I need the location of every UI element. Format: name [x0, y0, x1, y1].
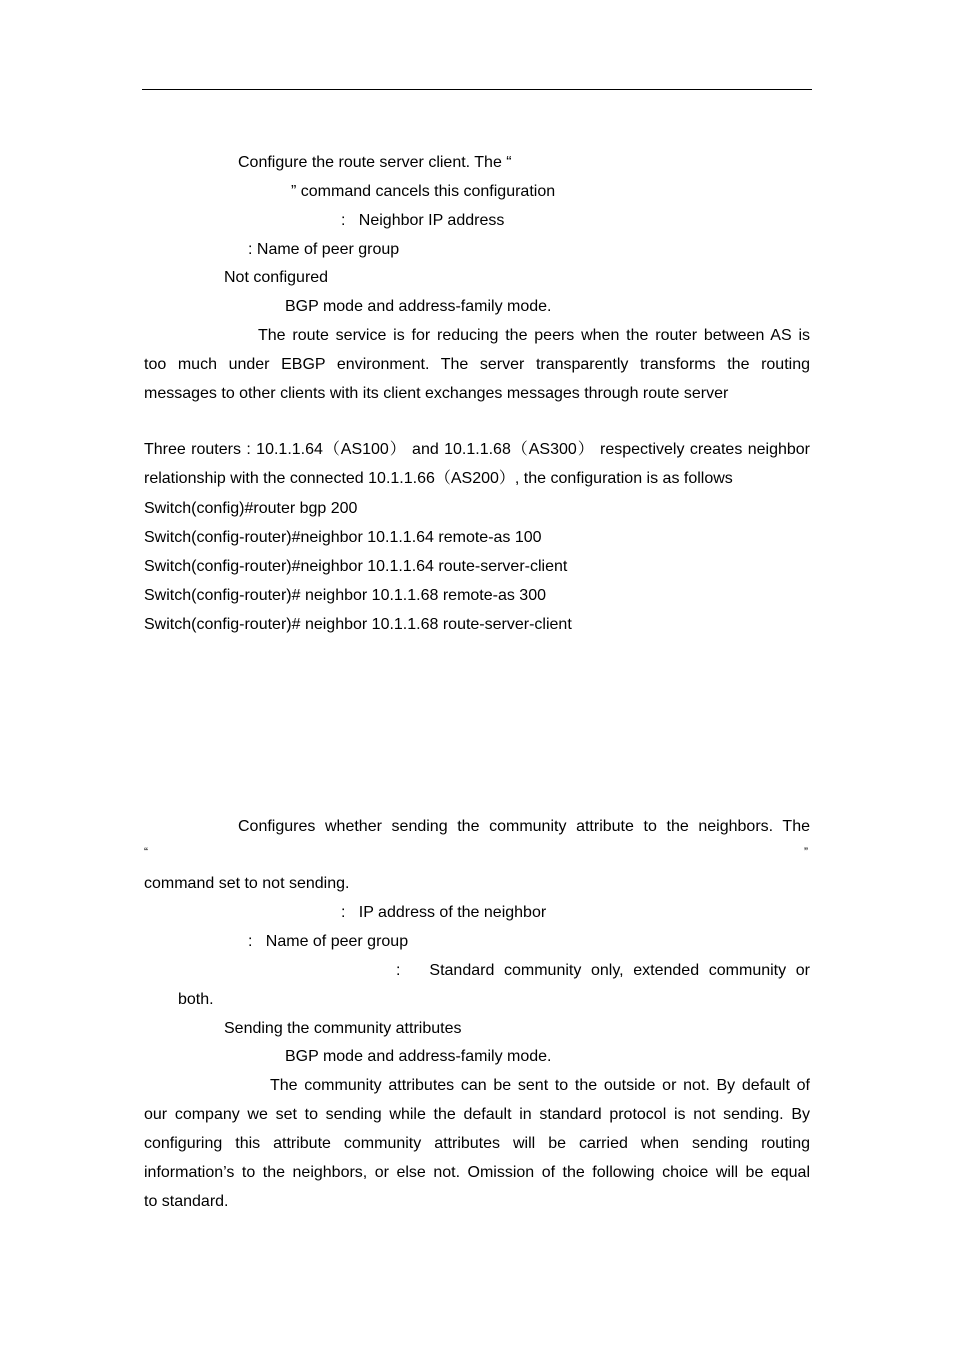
- usage-line: The community attributes can be sent to the outside or not. By default of: [270, 1077, 810, 1094]
- example-command: Switch(config)#router bgp 200: [144, 500, 358, 517]
- example-command: Switch(config-router)# neighbor 10.1.1.68 route-server-client: [144, 616, 572, 633]
- param-type: : Standard community only, extended community or: [396, 962, 810, 979]
- command-mode: BGP mode and address-family mode.: [285, 298, 552, 315]
- param-peer-group: : Name of peer group: [248, 933, 409, 950]
- function-text: Configures whether sending the community attribute to the neighbors. The: [238, 818, 810, 835]
- usage-line: too much under EBGP environment. The server transparently transforms the routing: [144, 356, 810, 373]
- param-type-cont: both.: [178, 991, 214, 1008]
- command-mode: BGP mode and address-family mode.: [285, 1048, 552, 1065]
- usage-line: information’s to the neighbors, or else not. Omission of the following choice will be equal: [144, 1164, 810, 1181]
- usage-line: our company we set to sending while the default in standard protocol is not sending. By: [144, 1106, 810, 1123]
- default-value: Not configured: [224, 269, 329, 286]
- example-line: Three routers : 10.1.1.64（AS100） and 10.1.1.68（AS300） respectively creates neighbor: [144, 441, 810, 458]
- open-quote: “: [144, 845, 148, 859]
- usage-line: to standard.: [144, 1193, 229, 1210]
- close-quote: ”: [804, 845, 808, 859]
- example-command: Switch(config-router)# neighbor 10.1.1.68 remote-as 300: [144, 587, 546, 604]
- param-neighbor: : Neighbor IP address: [341, 212, 505, 229]
- param-peer-group: : Name of peer group: [248, 241, 400, 258]
- function-text-cont: ” command cancels this configuration: [291, 183, 556, 200]
- function-text-cont: command set to not sending.: [144, 875, 350, 892]
- example-command: Switch(config-router)#neighbor 10.1.1.64 route-server-client: [144, 558, 568, 575]
- usage-line: messages to other clients with its client exchanges messages through route server: [144, 385, 729, 402]
- usage-line: The route service is for reducing the peers when the router between AS is: [258, 327, 810, 344]
- example-line: relationship with the connected 10.1.1.66（AS200）, the configuration is as follows: [144, 470, 733, 487]
- param-neighbor: : IP address of the neighbor: [341, 904, 547, 921]
- usage-line: configuring this attribute community attributes will be carried when sending routing: [144, 1135, 810, 1152]
- function-text: Configure the route server client. The “: [238, 154, 512, 171]
- default-value: Sending the community attributes: [224, 1020, 462, 1037]
- header-rule: [142, 89, 812, 90]
- example-command: Switch(config-router)#neighbor 10.1.1.64 remote-as 100: [144, 529, 542, 546]
